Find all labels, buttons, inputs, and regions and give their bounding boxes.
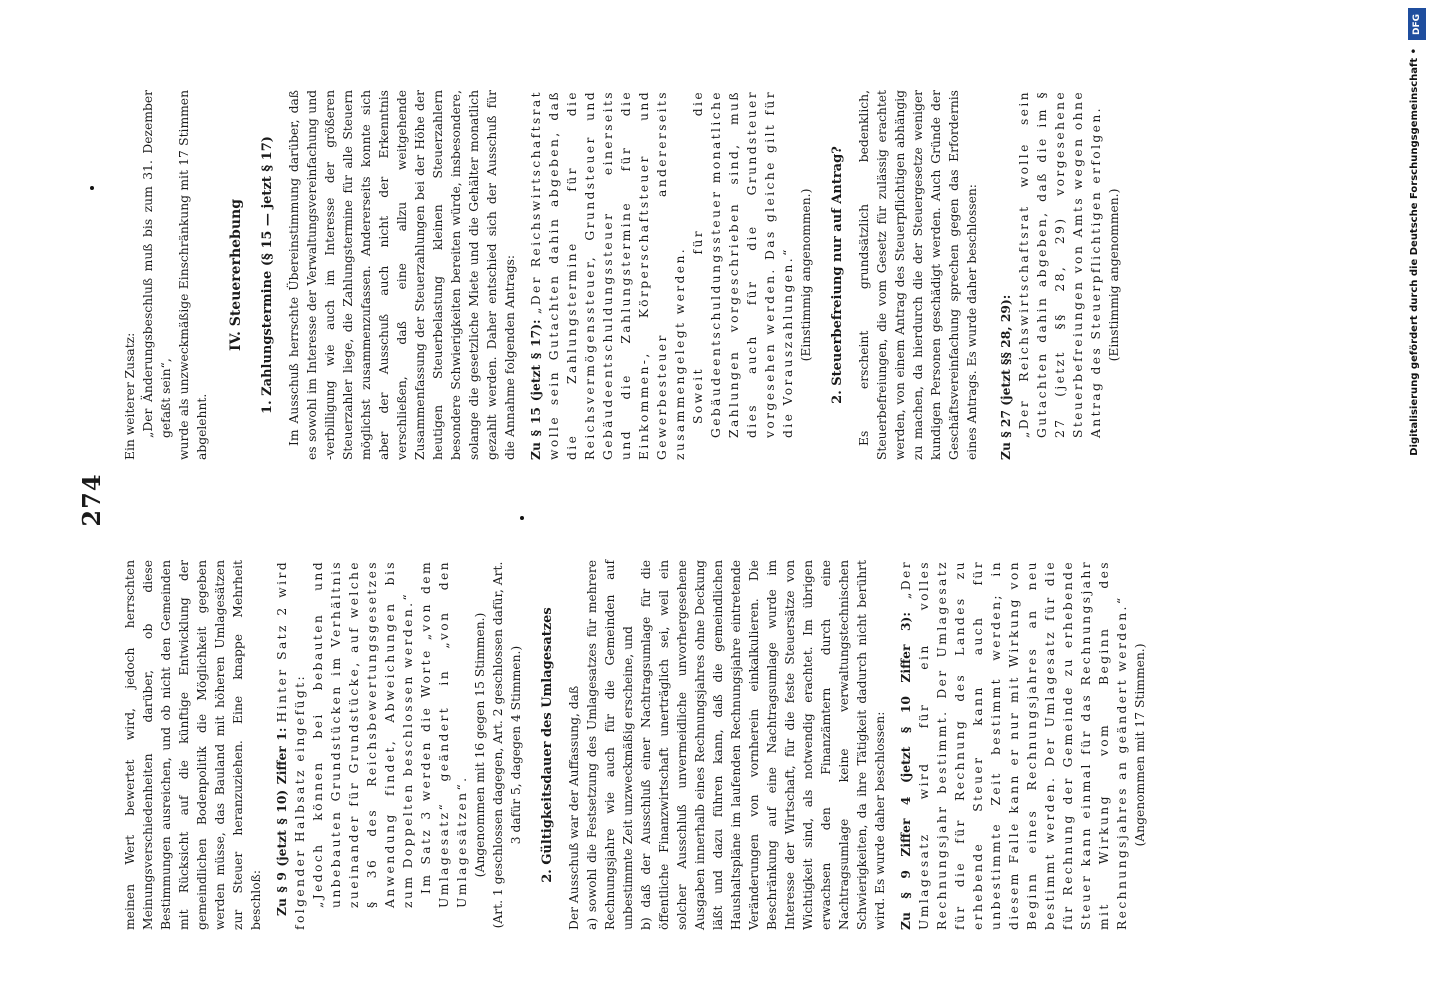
quoted-amendment: „Jedoch können bei bebauten und unbebauten Grundstücken im Verhältnis zueinander für Grundstücke, auf welche § 36 des Reichsbewertungsgesetzes Anwendung findet, Abweichungen bis zum Doppelten beschlossen werden.“ bbox=[311, 560, 415, 908]
section-heading: 2. Steuerbefreiung nur auf Antrag? bbox=[830, 146, 845, 404]
spaced-text: „Der Umlagesatz wird für ein volles Rechnungsjahr bestimmt. Der Umlagesatz für die für Rechnung des Landes zu erhebende Steuer kann auch für unbestimmte Zeit bestimmt werden; in diesem Falle kann er nur mit Wirkung von Beginn eines Rechnungsjahres an neu bestimmt werden. Der Umlagesatz für die für Rechnung der Gemeinde zu erhebende Steuer kann einmal für das Rechnungsjahr mit Wirkung vom Beginn des Rechnungsjahres an geändert werden.“ bbox=[899, 560, 1129, 930]
chapter-heading: IV. Steuererhebung bbox=[228, 199, 244, 351]
paragraph bbox=[897, 560, 1131, 930]
paragraph: Ein weiterer Zusatz: bbox=[123, 332, 137, 460]
paragraph: Im Ausschuß herrschte Übereinstimmung darüber, daß es sowohl im Interesse der Verwaltungsvereinfachung und -verbilligung wie auch im Interesse der größeren Steuerzahler liege, die Zahlungstermine für alle Steuern möglichst zusammenzufassen. Andererseits konnte sich aber der Ausschuß auch nicht der Erkenntnis verschließen, daß eine allzu weitgehende Zusammenfassung der Steuerzahlungen bei der Höhe der heutigen Steuerbelastung kleinen Steuerzahlern besondere Schwierigkeiten bereiten würde, insbesondere, solange die gesetzliche Miete und die Gehälter monatlich gezahlt werden. Daher entschied sich der Ausschuß für die Annahme folgenden Antrags: bbox=[287, 90, 517, 460]
scan-speck bbox=[90, 186, 94, 190]
paragraph: wurde als unzweckmäßige Einschränkung mit 17 Stimmen abgelehnt. bbox=[177, 90, 209, 460]
spaced-text: Hinter Satz 2 wird folgender Halbsatz eingefügt: bbox=[275, 560, 307, 930]
section-reference: Zu § 9 Ziffer 4 (jetzt § 10 Ziffer 3): bbox=[898, 612, 913, 930]
quoted-amendment: „Der Reichswirtschaftsrat wolle sein Gutachten dahin abgeben, daß die im § 27 (jetzt §§ 28, 29) vorgesehene Steuerbefreiungen von Amts wegen ohne Antrag des Steuerpflichtigen erfolgen. bbox=[1017, 90, 1103, 438]
page-number: 274 bbox=[77, 473, 106, 527]
section-reference: Zu § 9 (jetzt § 10) Ziffer 1: bbox=[274, 727, 289, 916]
vote-result: (Art. 1 geschlossen dagegen, Art. 2 geschlossen dafür, Art. 3 dafür 5, dagegen 4 Stimmen.) bbox=[491, 561, 523, 929]
list-item: b) daß der Ausschluß einer Nachtragsumlage für die öffentliche Finanzwirtschaft unerträglich sei, weil ein solcher Ausschluß unvermeidliche unvorhergesehene Ausgaben innerhalb eines Rechnungsjahres ohne Deckung läßt und dazu führen kann, daß die gemeindlichen Haushaltspläne im laufenden Rechnungsjahre eintretende Veränderungen von vornherein einkalkulieren. Die Beschränkung auf eine Nachtragsumlage wurde im Interesse der Wirtschaft, für die feste Steuersätze von Wichtigkeit sind, als notwendig erachtet. Im übrigen erwachsen den Finanzämtern durch eine Nachtragsumlage keine verwaltungstechnischen Schwierigkeiten, da ihre Tätigkeit dadurch nicht berührt wird. Es wurde daher beschlossen: bbox=[639, 560, 887, 930]
dfg-logo: DFG bbox=[1408, 8, 1426, 40]
spaced-text: „Der Reichswirtschaftsrat wolle sein Gutachten dahin abgeben, daß die Zahlungstermine für die Reichsvermögenssteuer, Grundsteuer und Gebäudeentschuldungssteuer einerseits und die Zahlungstermine für die Einkommen-, Körperschaftsteuer und Gewerbesteuer andererseits zusammengelegt werden. bbox=[529, 89, 687, 460]
paragraph bbox=[273, 560, 309, 930]
digitization-credit bbox=[1400, 0, 1434, 1000]
paragraph: Es erscheint grundsätzlich bedenklich, Steuerbefreiungen, die vom Gesetz für zulässig erachtet werden, von einem Antrag des Steuerpflichtigen abhängig zu machen, da hierdurch die der Steuergesetze weniger kundigen Personen geschädigt werden. Auch Gründe der Geschäftsvereinfachung sprechen gegen das Erfordernis eines Antrags. Es wurde daher beschlossen: bbox=[857, 90, 979, 460]
vote-result: (Einstimmig angenommen.) bbox=[799, 188, 813, 362]
right-column bbox=[121, 90, 1123, 460]
section-heading: 1. Zahlungstermine (§ 15 — jetzt § 17) bbox=[260, 136, 275, 414]
paragraph: Der Ausschuß war der Auffassung, daß bbox=[567, 685, 581, 930]
paragraph bbox=[527, 90, 689, 460]
paragraph bbox=[997, 90, 1015, 460]
quoted-amendment: „Der Änderungsbeschluß muß bis zum 31. Dezember gefaßt sein“, bbox=[141, 90, 173, 438]
quoted-amendment: Im Satz 3 werden die Worte „von dem Umlagesatz“ geändert in „von den Umlagesätzen“. bbox=[419, 560, 469, 908]
left-column bbox=[121, 560, 1149, 930]
vote-result: (Angenommen mit 17 Stimmen.) bbox=[1133, 643, 1147, 847]
paragraph: meinen Wert bewertet wird, jedoch herrschten Meinungsverschiedenheiten darüber, ob diese Bestimmungen ausreichen, und ob nicht den Gemeinden mit Rücksicht auf die künftige Entwicklung der gemeindlichen Bodenpolitik die Möglichkeit gegeben werden müsse, das Bauland mit höheren Umlagesätzen zur Steuer heranzuziehen. Eine knappe Mehrheit beschloß: bbox=[123, 560, 263, 930]
document-page bbox=[77, 60, 1377, 940]
vote-result: (Einstimmig angenommen.) bbox=[1107, 188, 1121, 362]
digitization-note: Digitalisierung gefördert durch die Deutsche Forschungsgemeinschaft • bbox=[1409, 48, 1420, 456]
list-item: a) sowohl die Festsetzung des Umlagesatzes für mehrere Rechnungsjahre wie auch für die Gemeinden auf unbestimmte Zeit unzweckmäßig erscheine, und bbox=[585, 560, 635, 930]
section-reference: Zu § 27 (jetzt §§ 28, 29): bbox=[998, 294, 1013, 460]
section-heading: 2. Gültigkeitsdauer des Umlagesatzes bbox=[540, 607, 555, 883]
quoted-amendment: Soweit für die Gebäudeentschuldungssteuer monatliche Zahlungen vorgeschrieben sind, muß dies auch für die Grundsteuer vorgesehen werden. Das gleiche gilt für die Vorauszahlungen.“ bbox=[691, 90, 795, 438]
vote-result: (Angenommen mit 16 gegen 15 Stimmen.) bbox=[473, 612, 487, 878]
scan-speck bbox=[520, 516, 524, 520]
section-reference: Zu § 15 (jetzt § 17): bbox=[528, 319, 543, 460]
